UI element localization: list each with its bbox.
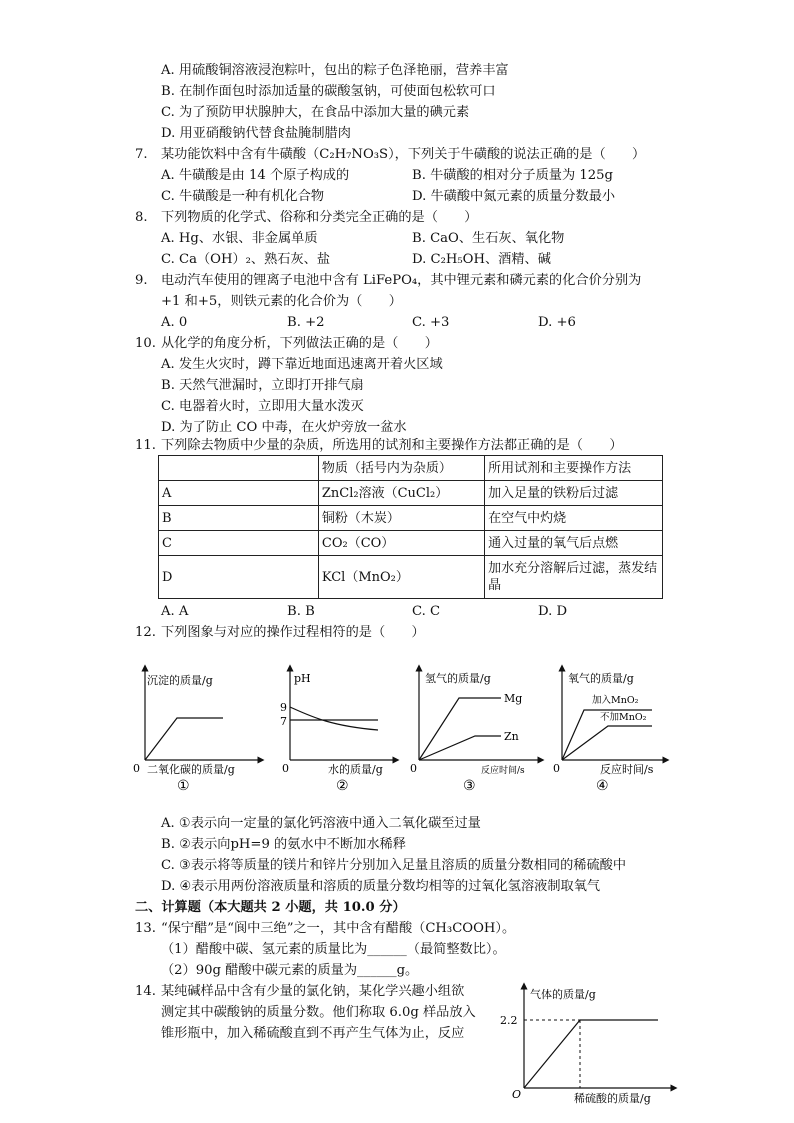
origin-label: O (512, 1088, 522, 1101)
table-cell: 在空气中灼烧 (485, 506, 663, 531)
graph-1 (125, 660, 265, 795)
q11-option-d: D. D (538, 604, 568, 619)
graph-3 (405, 660, 545, 795)
tick-7: 7 (280, 715, 287, 728)
curve-mg (419, 698, 501, 760)
graph-3-mark: ③ (463, 778, 476, 794)
q10-option-a: A. 发生火灾时，蹲下靠近地面迅速离开着火区域 (161, 357, 443, 372)
q14-line2: 测定其中碳酸钠的质量分数。他们称取 6.0g 样品放入 (161, 1005, 476, 1020)
q12-option-c: C. ③表示将等质量的镁片和锌片分别加入足量且溶质的质量分数相同的稀硫酸中 (161, 858, 627, 873)
q6-option-a: A. 用硫酸铜溶液浸泡粽叶，包出的粽子色泽艳丽，营养丰富 (161, 63, 509, 78)
q7-option-a: A. 牛磺酸是由 14 个原子构成的 (161, 168, 350, 183)
q12-option-d: D. ④表示用两份溶液质量和溶质的质量分数均相等的过氧化氢溶液制取氧气 (161, 879, 601, 894)
q11-option-b: B. B (287, 604, 315, 619)
section-heading: 二、计算题（本大题共 2 小题，共 10.0 分） (135, 900, 406, 915)
curve-without-mno2 (562, 726, 652, 760)
table-cell: C (159, 531, 319, 556)
table-cell: B (159, 506, 319, 531)
table-cell: A (159, 481, 319, 506)
q12-number: 12. (135, 625, 156, 640)
graph-2-mark: ② (336, 778, 349, 794)
table-header-cell: 所用试剂和主要操作方法 (485, 456, 663, 481)
q6-option-c: C. 为了预防甲状腺肿大，在食品中添加大量的碘元素 (161, 105, 470, 120)
q14-number: 14. (135, 984, 156, 999)
q8-option-c: C. Ca（OH）₂、熟石灰、盐 (161, 252, 331, 267)
table-header-row (159, 456, 663, 481)
table-cell: CO₂（CO） (318, 531, 484, 556)
with-mno2-label: 加入MnO₂ (592, 695, 639, 706)
graph-4 (548, 660, 670, 795)
x-axis-label: 水的质量/g (328, 763, 383, 776)
table-row (159, 506, 663, 531)
x-axis-label: 反应时间/s (600, 763, 654, 776)
q6-option-b: B. 在制作面包时添加适量的碳酸氢钠，可使面包松软可口 (161, 84, 496, 99)
curve-ph (290, 707, 378, 730)
q6-option-d: D. 用亚硝酸钠代替食盐腌制腊肉 (161, 126, 351, 141)
q13-part2: （2）90g 醋酸中碳元素的质量为______g。 (161, 963, 419, 978)
q13-part1: （1）醋酸中碳、氢元素的质量比为______（最简整数比）。 (161, 942, 506, 957)
tick-9: 9 (280, 701, 287, 714)
q11-stem: 下列除去物质中少量的杂质，所选用的试剂和主要操作方法都正确的是（ ） (161, 438, 623, 453)
q10-number: 10. (135, 336, 156, 351)
x-axis-label: 反应时间/s (481, 766, 525, 776)
without-mno2-label: 不加MnO₂ (600, 712, 647, 723)
table-cell: KCl（MnO₂） (318, 556, 484, 599)
q12-option-a: A. ①表示向一定量的氯化钙溶液中通入二氧化碳至过量 (161, 816, 481, 831)
table-header-cell (159, 456, 319, 481)
q14-line1: 某纯碱样品中含有少量的氯化钠，某化学兴趣小组欲 (161, 984, 465, 999)
graph-2 (270, 660, 400, 795)
origin-label: 0 (133, 762, 140, 775)
q9-option-b: B. +2 (287, 315, 325, 330)
q13-stem: “保宁醋”是“阆中三绝”之一，其中含有醋酸（CH₃COOH）。 (161, 921, 516, 936)
origin-label: 0 (553, 762, 560, 775)
q8-option-a: A. Hg、水银、非金属单质 (161, 231, 318, 246)
table-cell: 加入足量的铁粉后过滤 (485, 481, 663, 506)
q8-number: 8. (135, 210, 148, 225)
origin-label: 0 (282, 762, 289, 775)
q12-option-b: B. ②表示向pH=9 的氨水中不断加水稀释 (161, 837, 406, 852)
q7-number: 7. (135, 147, 148, 162)
table-header-cell: 物质（括号内为杂质） (318, 456, 484, 481)
y-axis-label: 气体的质量/g (530, 988, 596, 1001)
q10-stem: 从化学的角度分析，下列做法正确的是（ ） (161, 336, 438, 351)
q8-option-d: D. C₂H₅OH、酒精、碱 (412, 252, 551, 267)
y-axis-label: 沉淀的质量/g (147, 674, 213, 687)
table-row (159, 531, 663, 556)
table-row (159, 556, 663, 599)
y-axis-label: 氧气的质量/g (568, 672, 634, 685)
q7-option-c: C. 牛磺酸是一种有机化合物 (161, 189, 325, 204)
q9-stem-line1: 电动汽车使用的锂离子电池中含有 LiFePO₄，其中锂元素和磷元素的化合价分别为 (161, 273, 642, 288)
x-axis-label: 稀硫酸的质量/g (574, 1092, 651, 1105)
q7-option-d: D. 牛磺酸中氮元素的质量分数最小 (412, 189, 616, 204)
q9-option-a: A. 0 (161, 315, 188, 330)
table-cell: ZnCl₂溶液（CuCl₂） (318, 481, 484, 506)
q14-graph (498, 980, 678, 1108)
y-axis-label: pH (294, 672, 311, 685)
q10-option-c: C. 电器着火时，立即用大量水泼灭 (161, 399, 364, 414)
table-cell: 铜粉（木炭） (318, 506, 484, 531)
curve-gas (524, 1020, 658, 1088)
q7-stem: 某功能饮料中含有牛磺酸（C₂H₇NO₃S），下列关于牛磺酸的说法正确的是（ ） (161, 147, 646, 162)
q7-option-b: B. 牛磺酸的相对分子质量为 125g (412, 168, 613, 183)
origin-label: 0 (410, 762, 417, 775)
curve-zn (419, 736, 501, 760)
q8-stem: 下列物质的化学式、俗称和分类完全正确的是（ ） (161, 210, 478, 225)
zn-label: Zn (504, 730, 519, 743)
y-tick-label: 2.2 (500, 1014, 518, 1027)
q12-stem: 下列图象与对应的操作过程相符的是（ ） (161, 625, 425, 640)
q9-option-d: D. +6 (538, 315, 576, 330)
y-axis-label: 氢气的质量/g (425, 672, 491, 685)
mg-label: Mg (504, 692, 523, 705)
table-row (159, 481, 663, 506)
table-cell: D (159, 556, 319, 599)
q10-option-b: B. 天然气泄漏时，立即打开排气扇 (161, 378, 364, 393)
table-cell: 通入过量的氧气后点燃 (485, 531, 663, 556)
curve-precipitate (145, 718, 223, 760)
q10-option-d: D. 为了防止 CO 中毒，在火炉旁放一盆水 (161, 420, 407, 435)
q14-line3: 锥形瓶中，加入稀硫酸直到不再产生气体为止，反应 (161, 1026, 465, 1041)
x-axis-label: 二氧化碳的质量/g (147, 763, 235, 776)
graph-1-mark: ① (177, 778, 190, 794)
table-cell: 加水充分溶解后过滤，蒸发结晶 (485, 556, 663, 599)
q9-number: 9. (135, 273, 148, 288)
q9-option-c: C. +3 (412, 315, 450, 330)
q11-number: 11. (135, 438, 156, 453)
q11-option-a: A. A (161, 604, 189, 619)
q8-option-b: B. CaO、生石灰、氧化物 (412, 231, 565, 246)
graph-4-mark: ④ (596, 778, 609, 794)
q13-number: 13. (135, 921, 156, 936)
q11-option-c: C. C (412, 604, 441, 619)
q9-stem-line2: +1 和+5，则铁元素的化合价为（ ） (161, 294, 402, 309)
q11-table (158, 455, 663, 599)
